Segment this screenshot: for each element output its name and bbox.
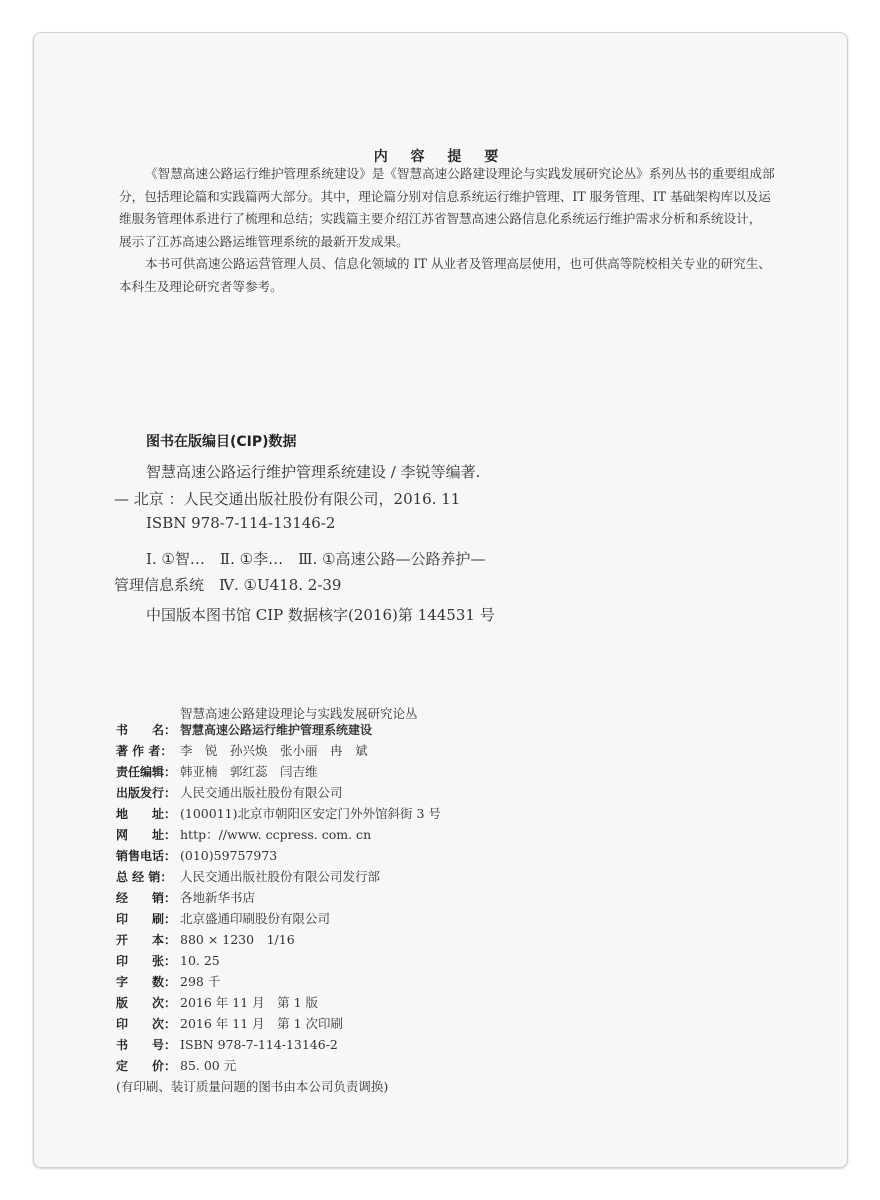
info-row-format — [116, 930, 295, 950]
info-row-word-count — [116, 972, 220, 992]
info-label: 印 刷： — [116, 912, 177, 926]
info-label: 总 经 销： — [116, 870, 173, 884]
cip-isbn-line: ISBN 978-7-114-13146-2 — [146, 514, 336, 532]
info-value: 10. 25 — [180, 953, 220, 968]
quality-note: (有印刷、装订质量问题的图书由本公司负责调换) — [116, 1079, 389, 1094]
summary-title: 内 容 提 要 — [373, 149, 508, 165]
info-value: 2016 年 11 月 第 1 版 — [180, 995, 319, 1010]
cip-heading: 图书在版编目(CIP)数据 — [146, 434, 297, 450]
cip-classification-line-2: 管理信息系统 Ⅳ. ①U418. 2-39 — [114, 576, 342, 594]
info-row-title — [116, 720, 372, 740]
info-row-price — [116, 1056, 236, 1076]
info-label: 开 本： — [116, 933, 177, 947]
info-row-distributor — [116, 867, 380, 887]
info-row-publisher — [116, 783, 343, 803]
info-value: http：//www. ccpress. com. cn — [180, 827, 372, 842]
cip-record-number: 中国版本图书馆 CIP 数据核字(2016)第 144531 号 — [146, 606, 495, 624]
info-value: 298 千 — [180, 974, 221, 989]
info-value: (100011)北京市朝阳区安定门外外馆斜街 3 号 — [180, 806, 441, 821]
info-label: 字 数： — [116, 975, 177, 989]
info-label: 地 址： — [116, 807, 177, 821]
info-row-address — [116, 804, 441, 824]
info-value: 人民交通出版社股份有限公司发行部 — [180, 869, 381, 884]
info-label: 网 址： — [116, 828, 177, 842]
info-value: 各地新华书店 — [180, 890, 256, 905]
info-label: 印 张： — [116, 954, 177, 968]
info-value: 85. 00 元 — [180, 1058, 237, 1073]
info-value: 人民交通出版社股份有限公司 — [180, 785, 343, 800]
info-row-edition — [116, 993, 318, 1013]
cip-title-line: 智慧高速公路运行维护管理系统建设 / 李锐等编著. — [146, 463, 481, 481]
summary-line: 《智慧高速公路运行维护管理系统建设》是《智慧高速公路建设理论与实践发展研究论丛》系列丛书的重要组成部 — [145, 166, 775, 181]
info-label: 版 次： — [116, 996, 177, 1010]
info-row-sheets — [116, 951, 220, 971]
info-row-retailer — [116, 888, 255, 908]
cip-classification-line-1: Ⅰ. ①智… Ⅱ. ①李… Ⅲ. ①高速公路—公路养护— — [146, 550, 486, 568]
info-value: (010)59757973 — [180, 848, 278, 863]
summary-line: 分，包括理论篇和实践篇两大部分。其中，理论篇分别对信息系统运行维护管理、IT 服务管理、IT 基础架构库以及运 — [119, 188, 771, 204]
info-value: 880 × 1230 1/16 — [180, 932, 295, 947]
info-value: 北京盛通印刷股份有限公司 — [180, 911, 331, 926]
summary-line: 本书可供高速公路运营管理人员、信息化领域的 IT 从业者及管理高层使用，也可供高等院校相关专业的研究生、 — [145, 256, 771, 271]
info-value: 李 锐 孙兴焕 张小丽 冉 斌 — [180, 743, 368, 758]
info-label: 出版发行： — [116, 786, 177, 800]
cip-publisher-line: — 北京 ：人民交通出版社股份有限公司，2016. 11 — [114, 490, 461, 508]
info-row-isbn — [116, 1035, 338, 1055]
info-label: 印 次： — [116, 1017, 177, 1031]
info-row-editors — [116, 762, 318, 782]
info-row-printing — [116, 1014, 343, 1034]
info-label: 定 价： — [116, 1059, 177, 1073]
summary-line: 本科生及理论研究者等参考。 — [119, 278, 283, 294]
info-label: 销售电话： — [116, 849, 177, 863]
info-row-authors — [116, 741, 368, 761]
summary-line: 展示了江苏高速公路运维管理系统的最新开发成果。 — [119, 233, 409, 249]
info-value: 韩亚楠 郭红蕊 闫吉维 — [180, 764, 318, 779]
info-label: 经 销： — [116, 891, 177, 905]
series-name: 智慧高速公路建设理论与实践发展研究论丛 — [180, 706, 418, 721]
info-value: 智慧高速公路运行维护管理系统建设 — [180, 723, 373, 737]
book-copyright-page — [33, 32, 848, 1168]
info-value: 2016 年 11 月 第 1 次印刷 — [180, 1016, 344, 1031]
summary-paragraph-2 — [119, 253, 823, 298]
info-label: 著 作 者： — [116, 744, 173, 758]
info-label: 书 号： — [116, 1038, 177, 1052]
summary-line: 维服务管理体系进行了梳理和总结；实践篇主要介绍江苏省智慧高速公路信息化系统运行维护需求分析和系统设计， — [119, 211, 762, 226]
info-label: 责任编辑： — [116, 765, 177, 779]
info-row-website — [116, 825, 371, 845]
info-label: 书 名： — [116, 723, 177, 737]
summary-paragraph-1 — [119, 163, 823, 253]
info-row-sales-phone — [116, 846, 277, 866]
info-value: ISBN 978-7-114-13146-2 — [180, 1037, 338, 1052]
info-row-printer — [116, 909, 330, 929]
